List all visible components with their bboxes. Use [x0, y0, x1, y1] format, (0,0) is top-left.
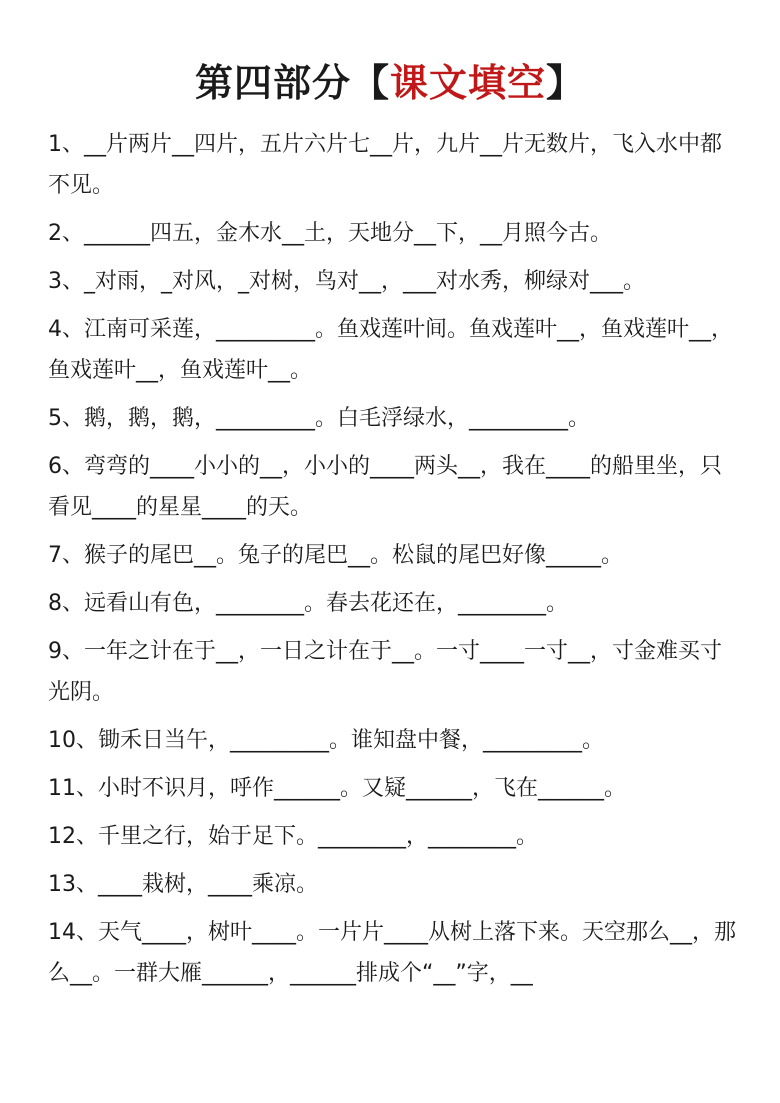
- fill-in-item-11: 11、小时不识月，呼作______。又疑______，飞在______。: [48, 776, 626, 801]
- fill-in-item-9: 9、一年之计在于__，一日之计在于__。一寸____一寸__，寸金难买寸光阴。: [48, 639, 722, 705]
- fill-in-item-8: 8、远看山有色，________。春去花还在，________。: [48, 591, 568, 616]
- fill-in-item-14: 14、天气____，树叶____。一片片____从树上落下来。天空那么__，那么__。一群大雁______，______排成个“__”字，__: [48, 920, 736, 986]
- fill-in-item-1: 1、__片两片__四片，五片六片七__片，九片__片无数片，飞入水中都不见。: [48, 132, 722, 198]
- fill-in-list: [48, 124, 738, 1001]
- fill-in-item-13: 13、____栽树，____乘凉。: [48, 872, 318, 897]
- title-suffix: 】: [546, 61, 586, 105]
- fill-in-item-2: 2、______四五，金木水__土，天地分__下，__月照今古。: [48, 221, 612, 246]
- fill-in-item-12: 12、千里之行，始于足下。________，________。: [48, 824, 538, 849]
- fill-in-item-4: 4、江南可采莲，_________。鱼戏莲叶间。鱼戏莲叶__，鱼戏莲叶__，鱼戏莲叶__，鱼戏莲叶__。: [48, 317, 733, 383]
- title-prefix: 第四部分【: [194, 61, 390, 105]
- fill-in-item-5: 5、鹅，鹅，鹅，_________。白毛浮绿水，_________。: [48, 406, 590, 431]
- fill-in-item-10: 10、锄禾日当午，_________。谁知盘中餐，_________。: [48, 728, 604, 753]
- title-accent: 课文填空: [389, 61, 546, 105]
- fill-in-item-3: 3、_对雨，_对风，_对树，鸟对__，___对水秀，柳绿对___。: [48, 269, 645, 294]
- fill-in-item-6: 6、弯弯的____小小的__，小小的____两头__，我在____的船里坐，只看见____的星星____的天。: [48, 454, 722, 520]
- fill-in-item-7: 7、猴子的尾巴__。兔子的尾巴__。松鼠的尾巴好像_____。: [48, 543, 623, 568]
- page-title: [0, 54, 780, 112]
